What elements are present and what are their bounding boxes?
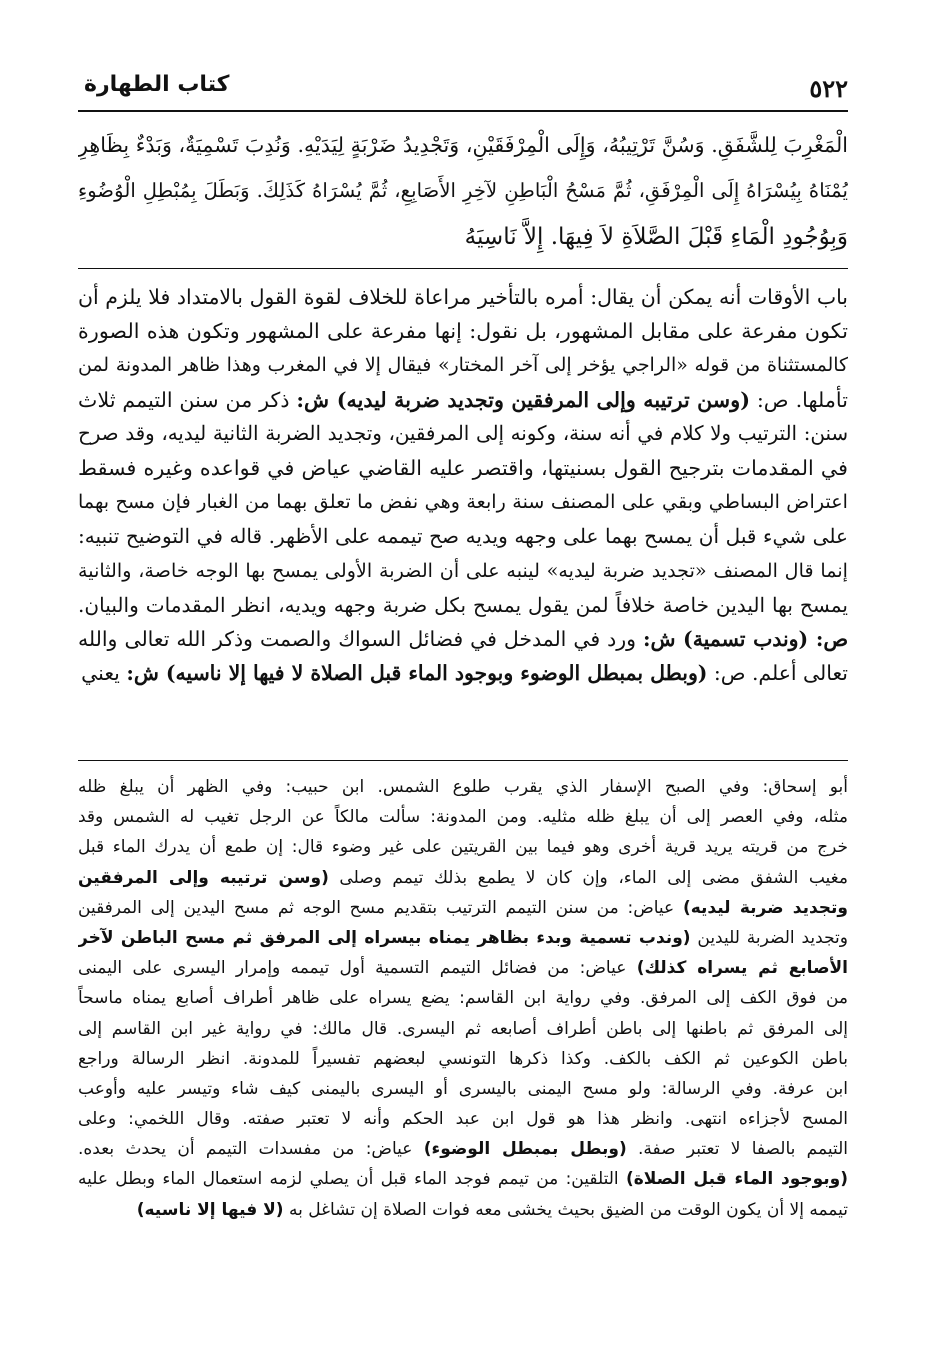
footnote-line [78, 863, 848, 893]
text-segment: تعالى أعلم. ص: [707, 661, 848, 686]
commentary-line [78, 451, 848, 485]
bold-quote: (لا فيها إلا ناسيه) [136, 1199, 284, 1220]
text-segment: التلقين: من تيمم فوجد الماء قبل أن يصلي لزمه استعمال الماء وبطل عليه [78, 1169, 626, 1190]
text-segment: ذكر من سنن التيمم ثلاث [78, 387, 297, 412]
text-segment: على شيء قبل أن يمسح بهما على وجهه ويديه صح تيممه على الأظهر. قاله في التوضيح تنبيه: [78, 524, 848, 549]
divider-rule [78, 760, 848, 761]
commentary-line [78, 554, 848, 588]
bold-quote: (وسن ترتيبه وإلى المرفقين [78, 867, 329, 888]
text-segment: في المقدمات بترجيح القول بسنيتها، واقتصر عليه القاضي عياض في قواعده وغيره فسقط [78, 455, 848, 480]
commentary-line [78, 656, 848, 690]
text-segment: إنما قال المصنف «تجديد ضربة ليديه» لينبه على أن الضربة الأولى يمسح بها الوجه خاصة، والثانية [78, 558, 848, 582]
text-segment: كالمستثناة من قوله «الراجي يؤخر إلى آخر المختار» فيقال إلا في المغرب وهذا ظاهر المدونة لمن [78, 354, 848, 377]
commentary-line [78, 588, 848, 622]
bold-quote: (وسن ترتيبه وإلى المرفقين وتجديد ضربة ليديه) ش: [296, 387, 751, 412]
text-segment: عياض: من فضائل التيمم التسمية أول تيممه وإمرار اليسرى على اليمنى [78, 958, 637, 979]
footnote-line [78, 893, 848, 923]
text-segment: المسح لأجزاءه انتهى. وانظر هذا هو قول ابن عبد الحكم وأنه لا تعتبر صفته. وقال اللخمي: وعلى [78, 1109, 848, 1130]
bold-quote: (وبوجود الماء قبل الصلاة) [625, 1169, 848, 1190]
bold-quote: الأصابع ثم يسراه كذلك) [636, 958, 848, 979]
text-segment: ابن عرفة. وفي الرسالة: ولو مسح اليمنى باليسرى أو اليسرى باليمنى كيف شاء وتيسر عليه وأوعب [78, 1078, 848, 1099]
bold-quote: وتجديد ضربة ليديه) [682, 897, 848, 918]
commentary-line [78, 622, 848, 656]
text-segment: يمسح بها اليدين خاصة خلافاً لمن يقول يمسح بكل ضربة وجهه ويديه، انظر المقدمات والبيان. [78, 592, 848, 617]
footnote-line [78, 1164, 848, 1194]
bold-quote: (وندب تسمية وبدء بظاهر يمناه بيسراه إلى المرفق ثم مسح الباطن لآخر [78, 927, 691, 948]
book-title: كتاب الطهارة [84, 72, 230, 97]
commentary-line [78, 280, 848, 314]
text-segment: مغيب الشفق مضى إلى الماء، وإن كان لا يطمع بذلك تيمم وصلى [328, 867, 848, 888]
text-segment: يعني [81, 661, 127, 686]
footnote-line [78, 1134, 848, 1164]
text-segment: أبو إسحاق: وفي الصبح الإسفار الذي يقرب طلوع الشمس. ابن حبيب: وفي الظهر أن يبلغ ظله [78, 777, 848, 797]
commentary-line [78, 485, 848, 519]
footnote-line [78, 1014, 848, 1044]
text-segment: تيممه إلا أن يكون الوقت من الضيق بحيث يخشى معه فوات الصلاة إن تشاغل به [283, 1199, 848, 1220]
page-number: ٥٢٢ [809, 74, 848, 103]
page-header [78, 66, 848, 112]
text-segment: تكون مفرعة على مقابل المشهور، بل نقول: إنها مفرعة على المشهور وتكون هذه الصورة [78, 319, 848, 344]
footnote-line [78, 953, 848, 983]
matn-line: الْمَغْرِبَ لِلشَّفَقِ. وَسُنَّ تَرْتِيبُهُ، وَإِلَى الْمِرْفَقَيْنِ، وَتَجْدِيدُ ضَرْبَةٍ لِيَدَيْهِ. وَنُدِبَ تَسْمِيَةٌ، وَبَدْءٌ بِظَاهِرِ [78, 133, 848, 157]
text-segment: من فوق الكف إلى المرفق. وفي رواية ابن القاسم: يضع يسراه على ظاهر أطراف أصابع يمناه ماسحاً [78, 988, 848, 1009]
matn-line: وَبِوُجُودِ الْمَاءِ قَبْلَ الصَّلاَةِ لاَ فِيهَا. إِلاَّ نَاسِيَهُ [464, 224, 848, 250]
commentary-line [78, 519, 848, 553]
text-segment: سنن: الترتيب ولا كلام في أنه سنة، وكونه إلى المرفقين، وتجديد الضربة الثانية ليديه، وقد صرح [78, 421, 848, 445]
footnote-line [78, 772, 848, 802]
commentary-line [78, 348, 848, 382]
commentary-line [78, 314, 848, 348]
footnote-line [78, 1074, 848, 1104]
footnote-line [78, 983, 848, 1013]
text-segment: باب الأوقات أنه يمكن أن يقال: أمره بالتأخير مراعاة للخلاف لقوة القول بالامتداد فلا يلزم أن [78, 285, 848, 309]
bold-quote: (وبطل بمبطل الوضوء) [423, 1139, 627, 1160]
footnote-line [78, 832, 848, 862]
text-segment: وتجديد الضربة لليدين [690, 927, 848, 948]
commentary-line [78, 383, 848, 417]
text-segment: التيمم بالصفا لا تعتبر صفة. [626, 1139, 848, 1160]
text-segment: ورد في المدخل في فضائل السواك والصمت وذكر الله تعالى والله [78, 626, 643, 651]
footnote-line [78, 1195, 848, 1225]
footnote-line [78, 1044, 848, 1074]
text-segment: عياض: من مفسدات التيمم أن يحدث بعده. [78, 1139, 424, 1160]
text-segment: اعتراض البساطي وبقي على المصنف سنة رابعة وهي نفض ما تعلق بهما من الغبار فإن مسح بهما [78, 490, 848, 514]
text-segment: مثله، وفي العصر إلى أن يبلغ ظله مثليه. ومن المدونة: سألت مالكاً عن الرجل تغيب له الشمس وقد [78, 807, 848, 828]
matn-line: يُمْنَاهُ بِيُسْرَاهُ إِلَى الْمِرْفَقِ، ثُمَّ مَسْحُ الْبَاطِنِ لآخِرِ الأَصَابِعِ، ثُمَّ يُسْرَاهُ كَذَلِكَ. وَبَطَلَ بِمُبْطِلِ الْوُضُوءِ [78, 179, 848, 202]
text-segment: إلى المرفق ثم باطنها إلى باطن أطراف أصابعه ثم اليسرى. قال مالك: في رواية غير ابن القاسم إلى [78, 1018, 848, 1039]
bold-quote: (وبطل بمبطل الوضوء وبوجود الماء قبل الصلاة لا فيها إلا ناسيه) ش: [126, 661, 708, 686]
text-segment: عياض: من سنن التيمم الترتيب بتقديم مسح الوجه ثم مسح اليدين إلى المرفقين [78, 897, 683, 918]
footnote-line [78, 923, 848, 953]
text-segment: خرج من قريته يريد قرية أخرى وهو فيما بين القريتين على غير وضوء قال: إن طمع أن يدرك الماء قبل [78, 837, 848, 858]
footnote-line [78, 1104, 848, 1134]
text-segment: تأملها. ص: [750, 387, 848, 412]
bold-quote: ص: (وندب تسمية) ش: [642, 626, 848, 651]
commentary-text [78, 280, 848, 690]
matn-text [78, 122, 848, 260]
commentary-line [78, 417, 848, 451]
footnotes-text [78, 772, 848, 1225]
text-segment: باطن الكوعين ثم الكف بالكف. وكذا ذكرها التونسي لبعضهم تفسيراً للمدونة. انظر الرسالة وراجع [78, 1048, 848, 1069]
footnote-line [78, 802, 848, 832]
divider-rule [78, 268, 848, 269]
